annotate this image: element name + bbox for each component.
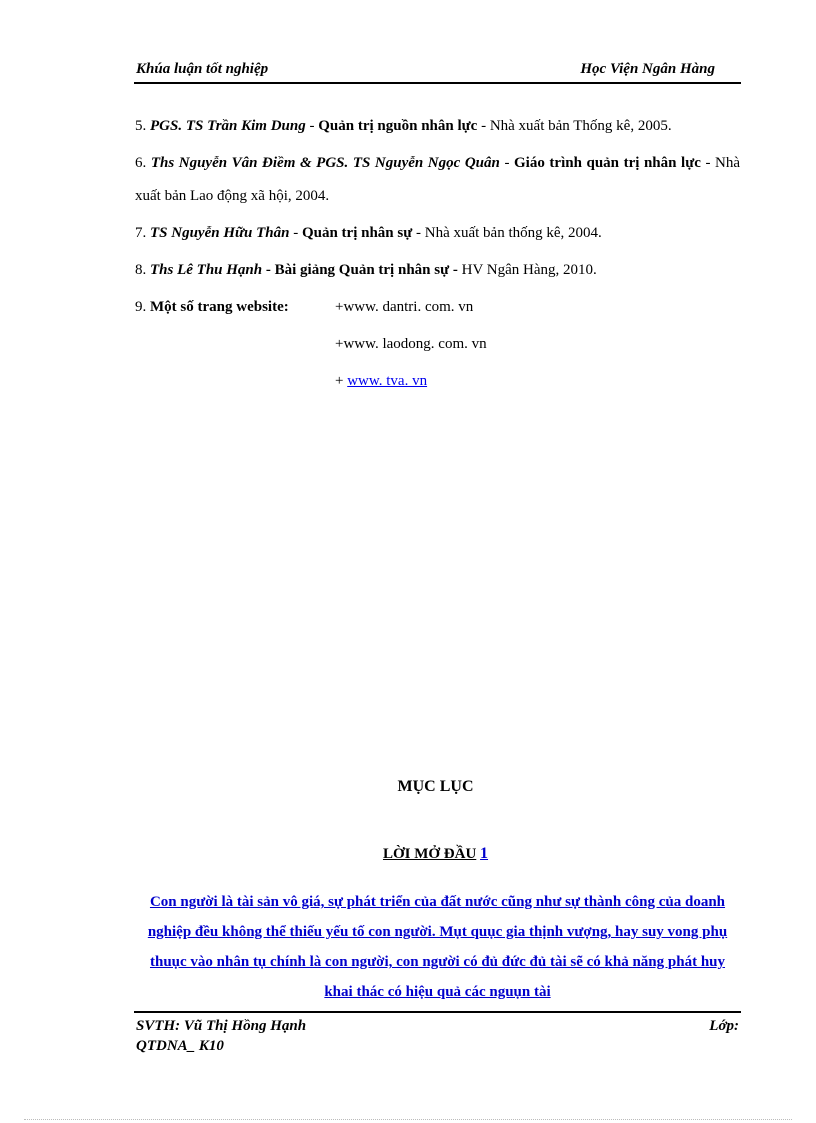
header-right: Học Viện Ngân Hàng bbox=[580, 61, 715, 77]
footer-author: SVTH: Vũ Thị Hồng Hạnh bbox=[136, 1018, 307, 1034]
reference-item: 5. PGS. TS Trần Kim Dung - Quản trị nguồn nhân lực - Nhà xuất bản Thống kê, 2005. bbox=[135, 118, 672, 134]
website-item: +www. dantri. com. vn bbox=[335, 299, 474, 315]
footer-right: Lớp: bbox=[709, 1018, 739, 1034]
toc-title: MỤC LỤC bbox=[397, 778, 474, 795]
reference-item: 8. Ths Lê Thu Hạnh - Bài giảng Quản trị nhân sự - HV Ngân Hàng, 2010. bbox=[135, 262, 597, 278]
toc-page-number: 1 bbox=[480, 845, 489, 862]
website-item: +www. laodong. com. vn bbox=[335, 336, 487, 352]
page-header bbox=[134, 60, 741, 84]
website-row bbox=[135, 328, 740, 365]
page-footer bbox=[134, 1011, 741, 1054]
website-row: + www. tva. vn bbox=[335, 373, 428, 389]
page-bottom-divider bbox=[24, 1119, 792, 1120]
footer-class: QTDNA_ K10 bbox=[136, 1038, 224, 1054]
reference-item: 7. TS Nguyễn Hữu Thân - Quản trị nhân sự - Nhà xuất bản thống kê, 2004. bbox=[135, 225, 602, 241]
reference-list bbox=[135, 110, 740, 402]
website-row: 9. Một số trang website: +www. dantri. com. vn bbox=[135, 291, 740, 328]
reference-item: 6. Ths Nguyễn Vân Điềm & PGS. TS Nguyễn Ngọc Quân - Giáo trình quản trị nhân lực - Nhà xuất bản Lao động xã hội, 2004. bbox=[135, 155, 741, 204]
header-left: Khúa luận tốt nghiệp bbox=[136, 61, 269, 77]
toc-heading[interactable]: LỜI MỞ ĐẦU 1 bbox=[382, 845, 489, 862]
website-label: Một số trang website: bbox=[150, 299, 289, 315]
toc-entry-link[interactable]: Con người là tài sản vô giá, sự phát triển của đất nước cũng như sự thành công của doanh nghiệp đều không thể thiếu yếu tố con người. Mụt quục gia thịnh vượng, hay suy vong phụ thuục vào nhân tụ chính là con người, con người có đủ đức đủ tài sẽ có khả năng phát huy khai thác có hiệu quả các nguụn tài bbox=[147, 894, 728, 1000]
website-link[interactable]: www. tva. vn bbox=[347, 373, 428, 389]
